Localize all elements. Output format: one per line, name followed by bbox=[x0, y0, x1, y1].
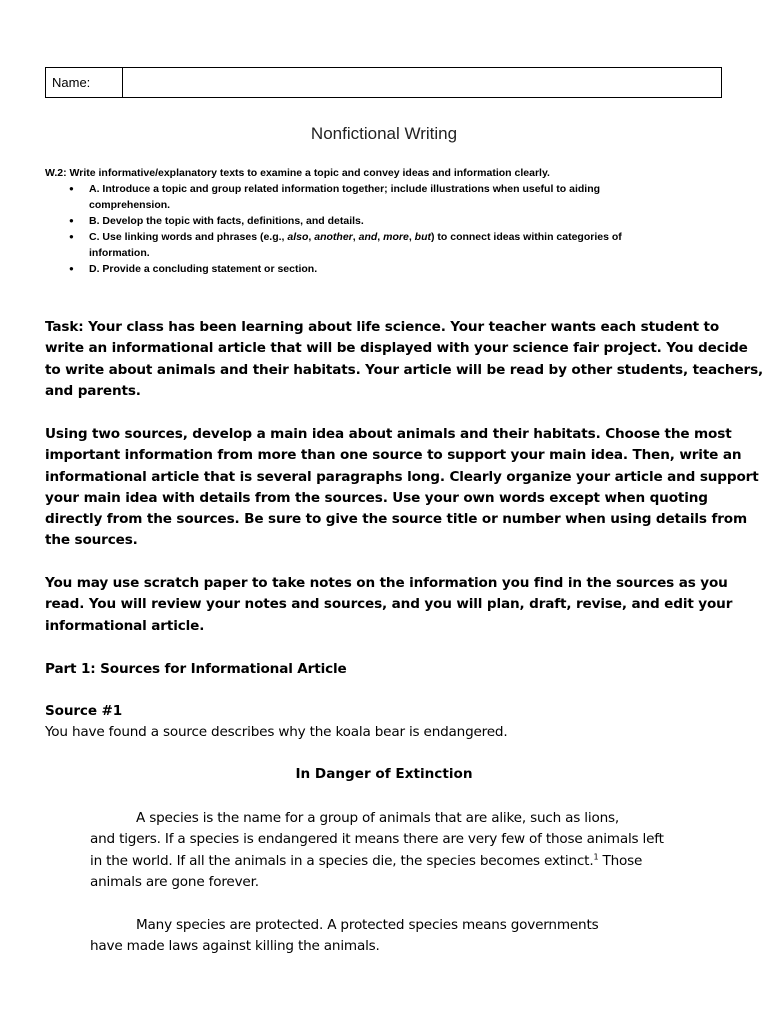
standard-item-b: ● B. Develop the topic with facts, definitions, and details. bbox=[89, 213, 725, 229]
name-box bbox=[45, 67, 722, 98]
scratch-paper-paragraph: You may use scratch paper to take notes on the information you find in the sources as you read. You will review your notes and sources, and you will plan, draft, revise, and edit your informational article. bbox=[45, 575, 733, 634]
standard-list bbox=[45, 181, 725, 277]
page-title: Nonfictional Writing bbox=[310, 124, 458, 143]
standard-code: W.2: bbox=[45, 167, 67, 179]
source1-description: You have found a source describes why the koala bear is endangered. bbox=[45, 724, 508, 740]
footnote-mark: 1 bbox=[593, 852, 599, 862]
standard-text: Write informative/explanatory texts to examine a topic and convey ideas and information clearly. bbox=[66, 167, 550, 179]
standard-item-d: ● D. Provide a concluding statement or section. bbox=[89, 261, 725, 277]
standard-heading bbox=[45, 165, 725, 181]
part1-heading: Part 1: Sources for Informational Article bbox=[45, 661, 347, 677]
article-paragraph-1: A species is the name for a group of animals that are alike, such as lions, and tigers. If a species is endangered it means there are very few of those animals left in the world. If all the animals in a species die, the species becomes extinct.$^1$ Those animals are gone forever. bbox=[90, 810, 664, 890]
standard-item-c: ● C. Use linking words and phrases (e.g., also, another, and, more, but) to connect ideas within categories of information. bbox=[89, 229, 725, 261]
task-paragraph: Task: Your class has been learning about life science. Your teacher wants each student to write an informational article that will be displayed with your science fair project. You decide to write about animals and their habitats. Your article will be read by other students, teachers, and parents. bbox=[45, 319, 764, 399]
article-title: In Danger of Extinction bbox=[295, 766, 473, 782]
name-label: Name: bbox=[46, 68, 123, 97]
name-field[interactable] bbox=[123, 68, 721, 97]
article-paragraph-2: Many species are protected. A protected species means governments have made laws against killing the animals. bbox=[90, 917, 599, 955]
source1-heading: Source #1 bbox=[45, 703, 123, 719]
instructions-paragraph: Using two sources, develop a main idea about animals and their habitats. Choose the most important information from more than one source to support your main idea. Then, write an informational article that is several paragraphs long. Clearly organize your article and support your main idea with details from the sources. Use your own words except when quoting directly from the sources. Be sure to give the source title or number when using details from the sources. bbox=[45, 426, 759, 549]
standard-w2 bbox=[45, 165, 725, 277]
standard-item-a: ● A. Introduce a topic and group related information together; include illustrations when useful to aiding comprehension. bbox=[89, 181, 725, 213]
